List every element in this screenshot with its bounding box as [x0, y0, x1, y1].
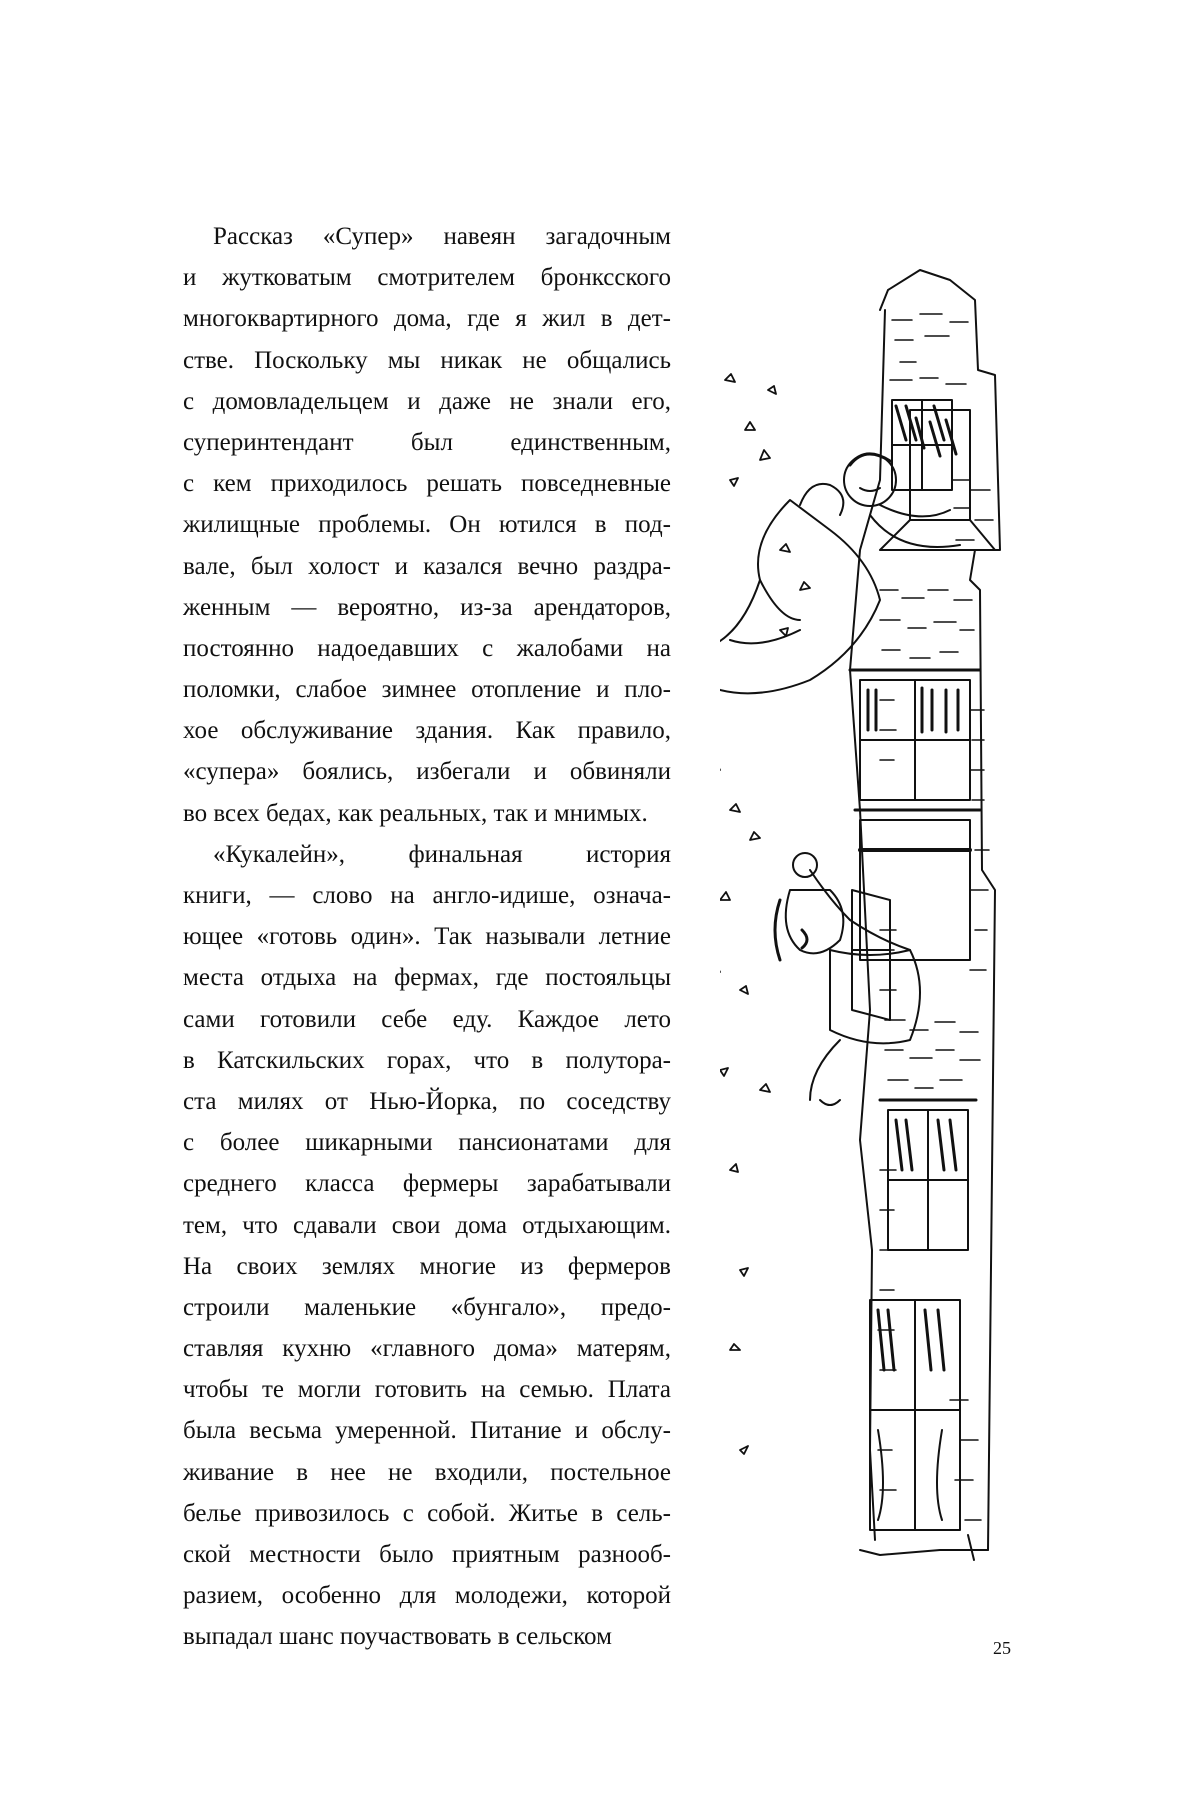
text-line: «супера» боялись, избегали и обвиняли [183, 758, 671, 786]
text-line: женным — вероятно, из-за арендаторов, [183, 593, 671, 621]
text-line: ющее «готовь один». Так называли летние [183, 923, 671, 951]
text-line: вале, был холост и казался вечно раздра- [183, 552, 671, 580]
text-line: во всех бедах, как реальных, так и мнимых. [183, 799, 648, 827]
text-line: разием, особенно для молодежи, которой [183, 1582, 671, 1610]
text-line: с более шикарными пансионатами для [183, 1129, 671, 1157]
text-line: «Кукалейн», финальная история [213, 840, 671, 868]
text-line: чтобы те могли готовить на семью. Плата [183, 1376, 671, 1404]
window-bottom [880, 1100, 976, 1250]
text-line: жилищные проблемы. Он ютился в под- [183, 511, 671, 539]
page-number: 25 [993, 1638, 1011, 1658]
building-wall [850, 270, 1000, 1560]
text-line: в Катскильских горах, что в полутора- [183, 1046, 671, 1074]
text-line: белье привозилось с собой. Житье в сель- [183, 1499, 671, 1527]
text-line: выпадал шанс поучаствовать в сельском [183, 1623, 612, 1651]
building-illustration [720, 250, 1150, 1590]
text-line: суперинтендант был единственным, [183, 428, 671, 456]
window-middle [850, 670, 980, 810]
text-line: ста милях от Нью-Йорка, по соседству [183, 1087, 671, 1115]
text-line: книги, — слово на англо-идише, означа- [183, 882, 671, 909]
text-line: На своих землях многие из фермеров [183, 1252, 671, 1280]
text-line: с домовладельцем и даже не знали его, [183, 387, 671, 415]
brick-texture [878, 314, 993, 1520]
text-line: сами готовили себе еду. Каждое лето [183, 1005, 671, 1033]
text-line: ставляя кухню «главного дома» матерям, [183, 1335, 671, 1363]
text-line: Рассказ «Супер» навеян загадочным [213, 223, 671, 250]
text-line: стве. Поскольку мы никак не общались [183, 346, 671, 374]
text-line: и жутковатым смотрителем бронксского [183, 264, 671, 292]
body-text [183, 216, 671, 1658]
text-line: многоквартирного дома, где я жил в дет- [183, 305, 671, 333]
text-line: среднего класса фермеры зарабатывали [183, 1170, 671, 1198]
text-line: тем, что сдавали свои дома отдыхающим. [183, 1211, 671, 1239]
text-line: постоянно надоедавших с жалобами на [183, 634, 671, 662]
text-line: живание в нее не входили, постельное [183, 1458, 671, 1486]
lower-figure [775, 853, 920, 1105]
text-line: ской местности было приятным разнооб- [183, 1541, 671, 1568]
text-line: была весьма умеренной. Питание и обслу- [183, 1417, 671, 1445]
text-line: места отдыха на фермах, где постояльцы [183, 964, 671, 992]
window-ground [870, 1300, 960, 1530]
text-line: поломки, слабое зимнее отопление и пло- [183, 676, 671, 704]
text-line: строили маленькие «бунгало», предо- [183, 1293, 671, 1321]
text-line: хое обслуживание здания. Как правило, [183, 717, 671, 745]
text-line: с кем приходилось решать повседневные [183, 470, 671, 498]
window-upper-open [880, 410, 995, 550]
